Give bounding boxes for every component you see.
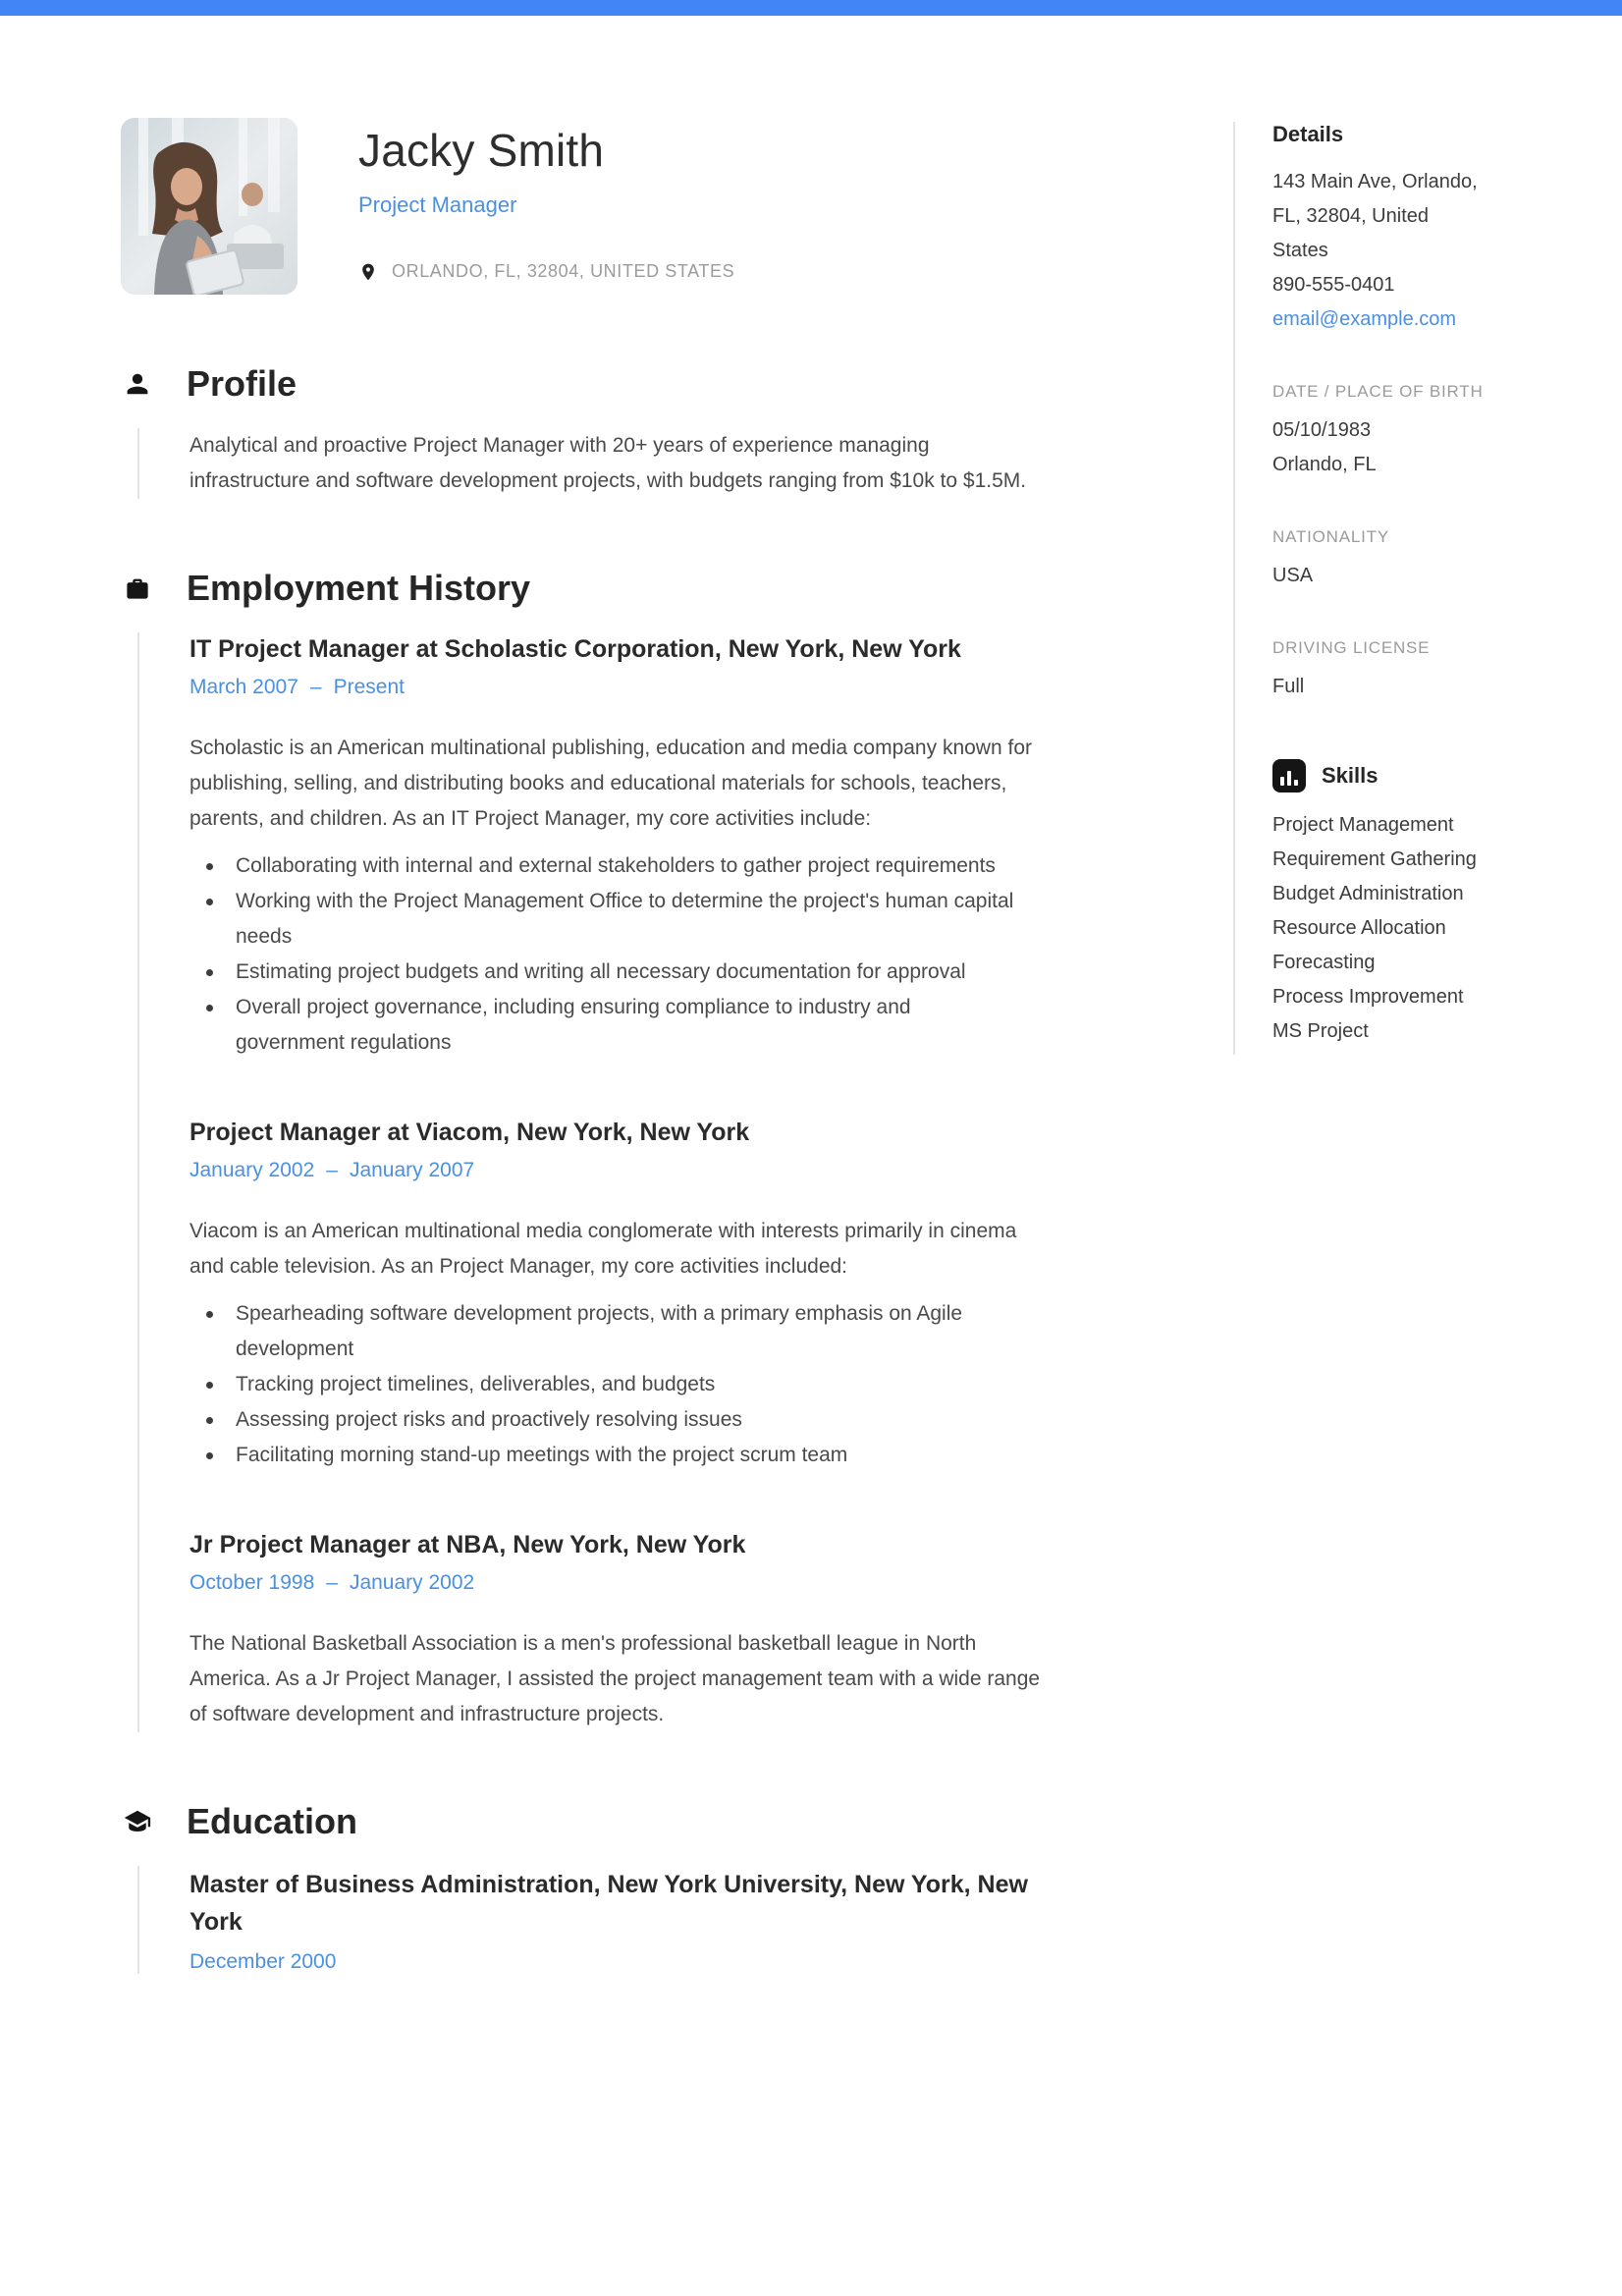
graduation-cap-icon	[121, 1807, 154, 1836]
location-text: ORLANDO, FL, 32804, UNITED STATES	[392, 261, 735, 281]
driving-license-value: Full	[1272, 676, 1305, 697]
birth-label: DATE / PLACE OF BIRTH	[1272, 382, 1484, 401]
address-line: 143 Main Ave, Orlando,	[1272, 171, 1478, 192]
job-end-date: January 2002	[349, 1571, 475, 1594]
address-block	[1272, 165, 1606, 268]
education-section-title: Education	[187, 1801, 358, 1841]
job-dates	[189, 1159, 1191, 1182]
resume-header	[121, 118, 1191, 295]
education-body	[137, 1866, 1070, 1974]
person-icon	[121, 369, 154, 399]
job-end-date: January 2007	[349, 1159, 475, 1181]
location-row	[358, 261, 734, 282]
profile-photo-image	[121, 118, 297, 295]
person-job-title: Project Manager	[358, 192, 517, 217]
profile-heading-row	[121, 363, 1191, 405]
skill-item: Project Management	[1272, 814, 1454, 836]
skill-item: Requirement Gathering	[1272, 848, 1477, 870]
birth-date: 05/10/1983	[1272, 419, 1372, 441]
job-bullet: Tracking project timelines, deliverables, and budgets	[204, 1367, 1021, 1402]
accent-top-bar	[0, 0, 1622, 16]
job-dates	[189, 676, 1191, 699]
job-bullets	[204, 848, 1191, 1061]
job-title: Jr Project Manager at NBA, New York, New York	[189, 1531, 746, 1558]
skills-heading: Skills	[1322, 763, 1379, 788]
section-education	[121, 1801, 1191, 1974]
job-title: Project Manager at Viacom, New York, New York	[189, 1119, 750, 1146]
skill-item: Process Improvement	[1272, 986, 1464, 1008]
address-line: States	[1272, 240, 1328, 261]
skill-item: Budget Administration	[1272, 883, 1464, 904]
job-description: Scholastic is an American multinational publishing, education and media company known for publishing, selling, and distributing books and educational materials for schools, teachers, parents, and children. As an IT Project Manager, my core activities include:	[189, 737, 1032, 830]
map-pin-icon	[358, 262, 378, 282]
driving-license-label: DRIVING LICENSE	[1272, 638, 1431, 657]
date-dash: –	[326, 1571, 338, 1594]
header-text	[358, 118, 734, 295]
job-start-date: October 1998	[189, 1571, 315, 1594]
job-end-date: Present	[333, 676, 405, 698]
job-bullet: Collaborating with internal and external stakeholders to gather project requirements	[204, 848, 1021, 884]
skill-item: Forecasting	[1272, 952, 1376, 973]
birth-place: Orlando, FL	[1272, 454, 1377, 475]
job-bullet: Facilitating morning stand-up meetings with the project scrum team	[204, 1438, 1021, 1473]
email-link[interactable]: email@example.com	[1272, 308, 1457, 330]
employment-heading-row	[121, 568, 1191, 609]
job-description: The National Basketball Association is a men's professional basketball league in North America. As a Jr Project Manager, I assisted the project management team with a wide range of software development and infrastructure projects.	[189, 1632, 1041, 1725]
skills-list	[1272, 808, 1606, 1049]
job-start-date: January 2002	[189, 1159, 315, 1181]
person-name: Jacky Smith	[358, 125, 605, 176]
education-date: December 2000	[189, 1950, 337, 1973]
profile-section-title: Profile	[187, 363, 297, 404]
job-entry	[189, 1528, 1191, 1732]
nationality-value: USA	[1272, 565, 1314, 586]
employment-body	[137, 632, 1191, 1732]
job-title: IT Project Manager at Scholastic Corporation, New York, New York	[189, 635, 961, 663]
job-dates	[189, 1571, 1191, 1595]
profile-text: Analytical and proactive Project Manager with 20+ years of experience managing infrastructure and software development projects, with budgets ranging from $10k to $1.5M.	[189, 434, 1027, 492]
profile-body	[137, 428, 1191, 499]
skill-item: Resource Allocation	[1272, 917, 1446, 939]
section-profile	[121, 363, 1191, 499]
education-heading-row	[121, 1801, 1191, 1842]
job-bullet: Working with the Project Management Office to determine the project's human capital needs	[204, 884, 1021, 955]
job-bullet: Estimating project budgets and writing all necessary documentation for approval	[204, 955, 1021, 990]
date-dash: –	[309, 676, 322, 698]
education-title: Master of Business Administration, New York University, New York, New York	[189, 1871, 1028, 1936]
job-bullet: Assessing project risks and proactively resolving issues	[204, 1402, 1021, 1438]
skills-heading-row	[1272, 759, 1606, 793]
address-line: FL, 32804, United	[1272, 205, 1429, 227]
employment-section-title: Employment History	[187, 568, 531, 608]
bar-chart-icon	[1272, 759, 1306, 793]
job-start-date: March 2007	[189, 676, 298, 698]
job-entry	[189, 632, 1191, 1061]
date-dash: –	[326, 1159, 338, 1181]
details-sidebar	[1233, 122, 1606, 1055]
job-bullet: Spearheading software development projects, with a primary emphasis on Agile development	[204, 1296, 1021, 1367]
job-bullet: Overall project governance, including ensuring compliance to industry and government regulations	[204, 990, 1021, 1061]
phone-number: 890-555-0401	[1272, 274, 1395, 296]
briefcase-icon	[121, 574, 154, 603]
nationality-label: NATIONALITY	[1272, 527, 1390, 546]
job-entry	[189, 1116, 1191, 1473]
skill-item: MS Project	[1272, 1020, 1369, 1042]
profile-photo	[121, 118, 297, 295]
details-heading: Details	[1272, 122, 1344, 146]
section-employment	[121, 568, 1191, 1732]
education-entry	[189, 1866, 1070, 1974]
job-description: Viacom is an American multinational media conglomerate with interests primarily in cinema and cable television. As an Project Manager, my core activities included:	[189, 1220, 1017, 1278]
main-column	[121, 118, 1191, 1974]
job-bullets	[204, 1296, 1191, 1473]
